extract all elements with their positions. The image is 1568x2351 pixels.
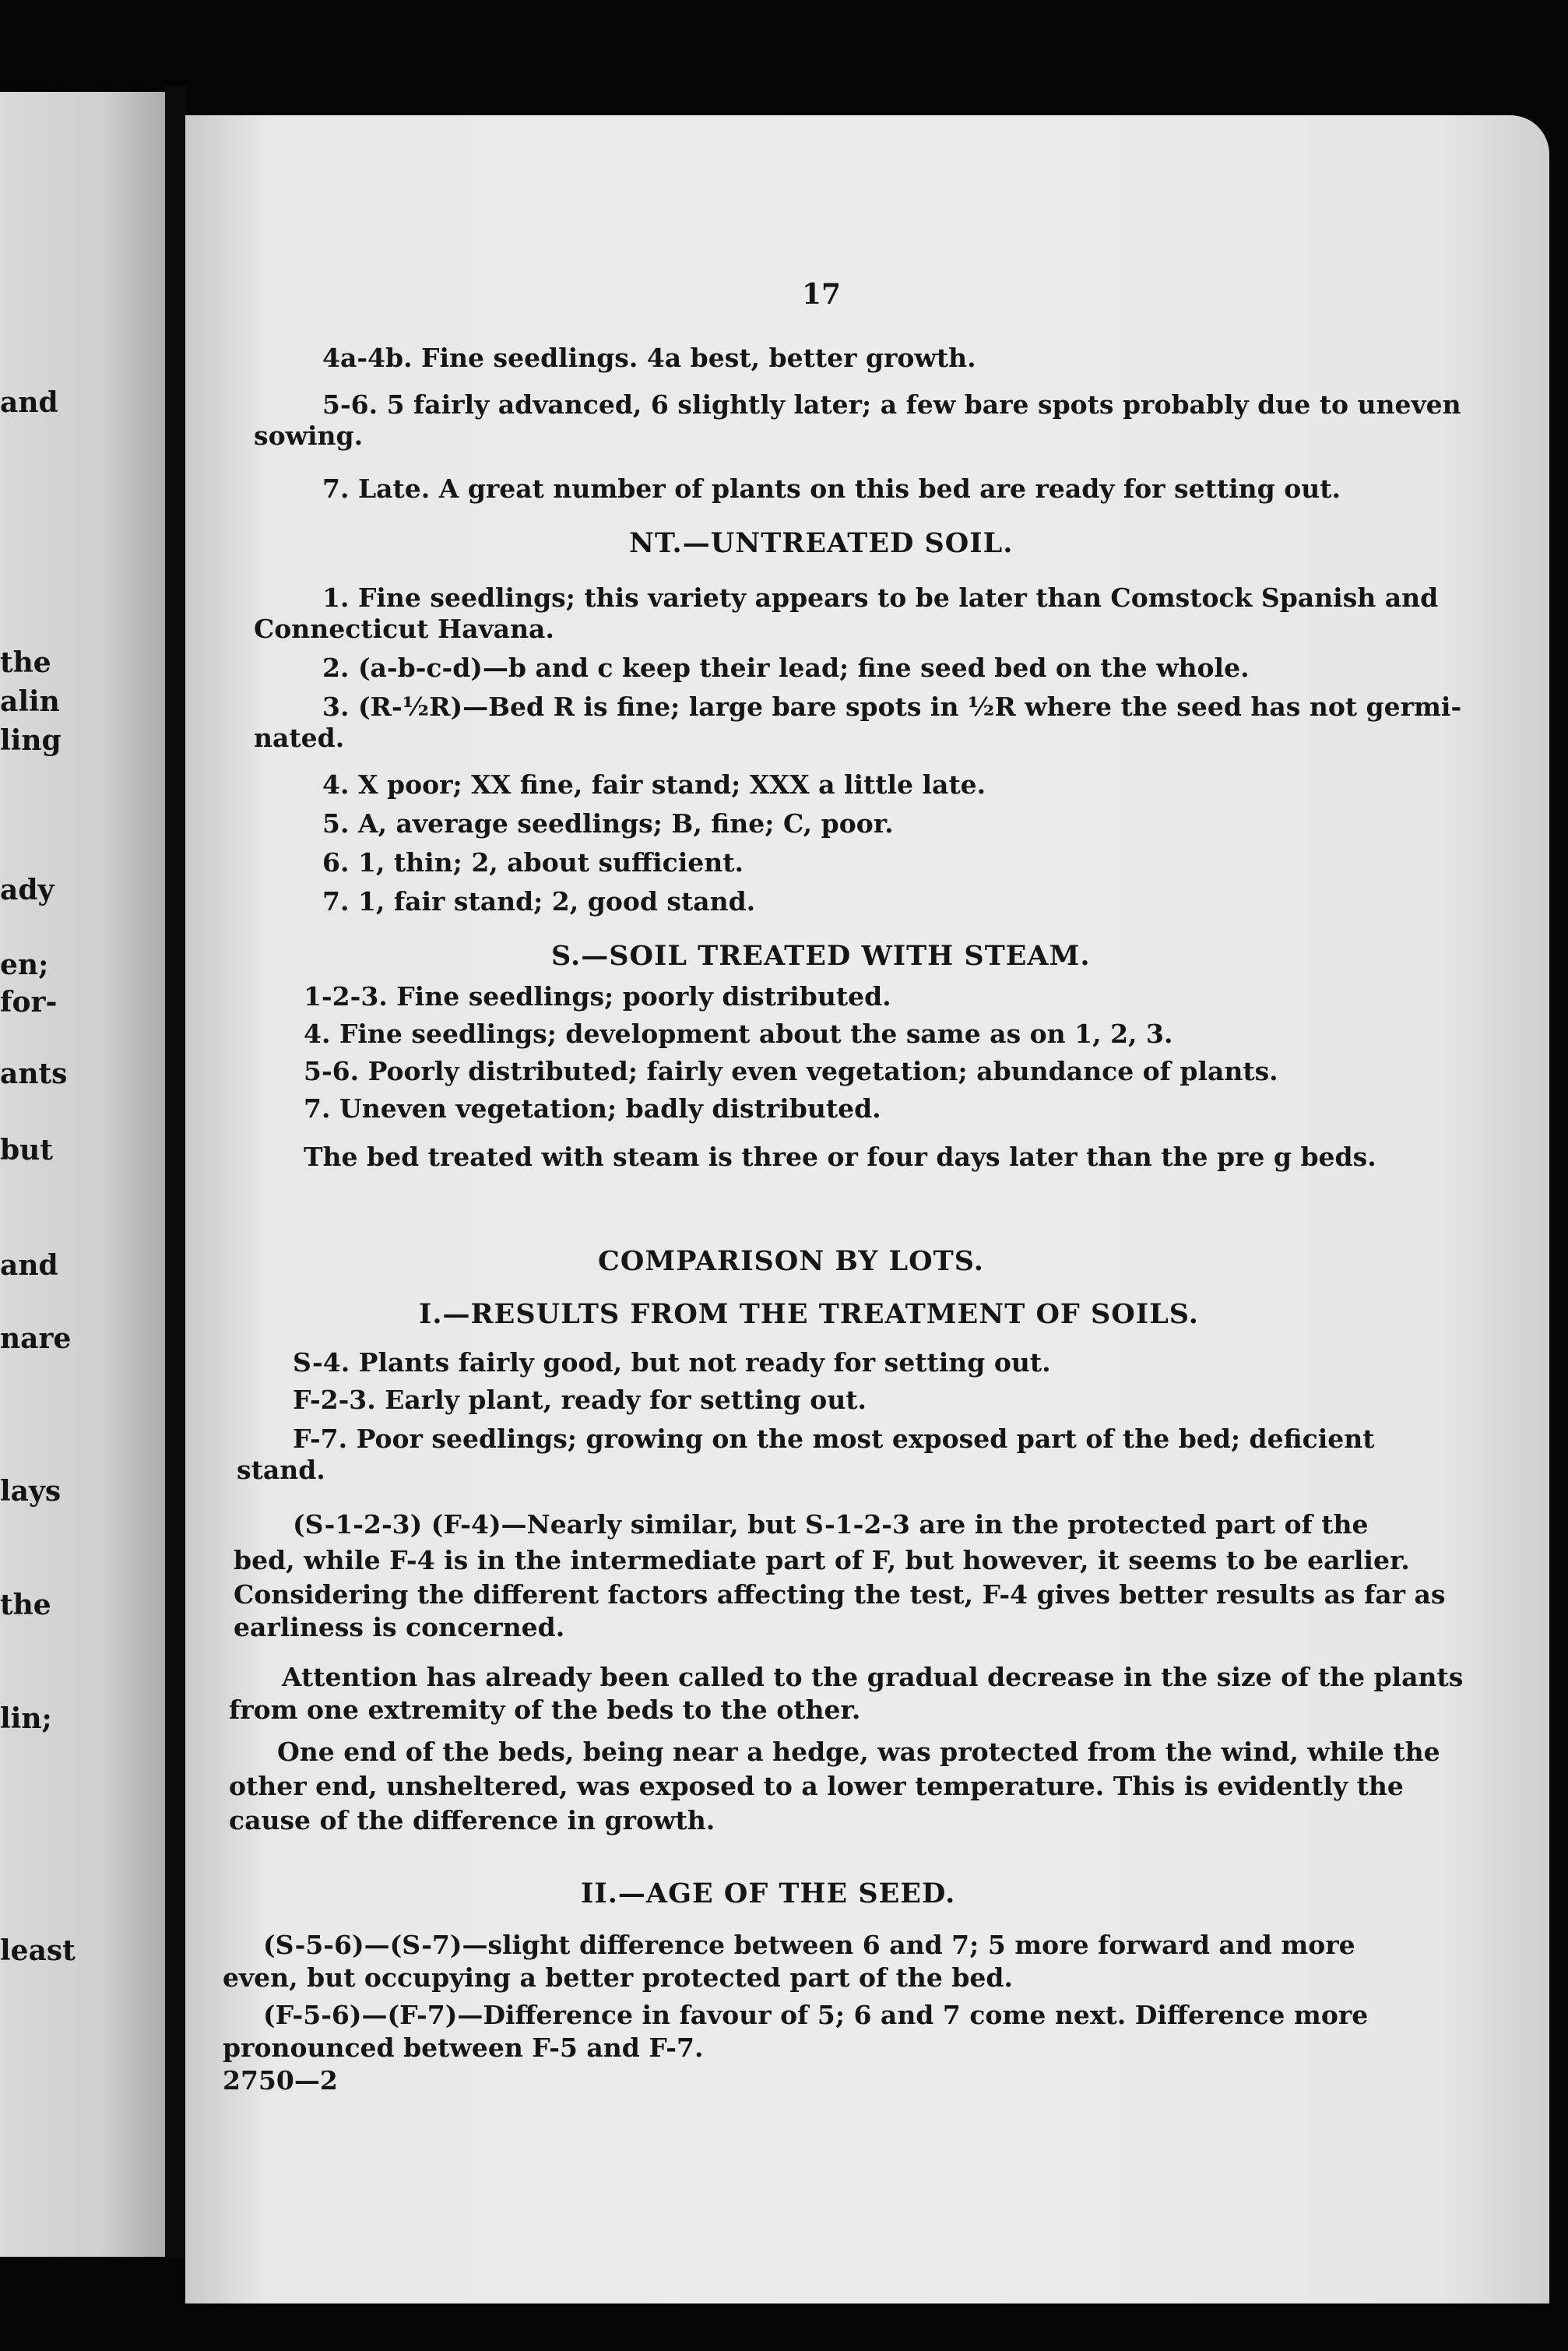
text-line: 4. X poor; XX fine, fair stand; XXX a little late. [322,769,986,800]
text-line: 7. Uneven vegetation; badly distributed. [304,1093,881,1124]
left-fragment: en; [0,948,49,981]
section-heading: COMPARISON BY LOTS. [598,1245,984,1277]
document-page [185,115,1549,2303]
section-heading: NT.—UNTREATED SOIL. [629,527,1014,559]
text-line: from one extremity of the beds to the other. [229,1695,861,1725]
subsection-heading: I.—RESULTS FROM THE TREATMENT OF SOILS. [419,1298,1199,1330]
text-line: 5-6. Poorly distributed; fairly even vegetation; abundance of plants. [304,1056,1278,1086]
text-line: Considering the different factors affecting the test, F-4 gives better results as far as [234,1579,1446,1610]
text-line: One end of the beds, being near a hedge, was protected from the wind, while the [277,1737,1440,1767]
text-line: 2. (a-b-c-d)—b and c keep their lead; fine seed bed on the whole. [322,653,1250,683]
text-line: bed, while F-4 is in the intermediate part of F, but however, it seems to be earlier. [234,1545,1410,1575]
text-line: 4. Fine seedlings; development about the same as on 1, 2, 3. [304,1019,1173,1049]
left-fragment: and [0,1249,58,1282]
text-line: even, but occupying a better protected part of the bed. [223,1962,1013,1993]
text-line: Connecticut Havana. [254,614,554,644]
left-fragment: for- [0,986,58,1019]
text-line: F-2-3. Early plant, ready for setting out. [293,1385,867,1415]
text-line: S-4. Plants fairly good, but not ready for setting out. [293,1347,1051,1378]
text-line: sowing. [254,421,364,451]
text-line: (S-5-6)—(S-7)—slight difference between 6 and 7; 5 more forward and more [263,1930,1355,1960]
text-line: 5. A, average seedlings; B, fine; C, poor. [322,808,894,839]
left-fragment: but [0,1134,53,1167]
left-fragment: alin [0,685,60,718]
text-line: cause of the difference in growth. [229,1805,715,1835]
text-line: pronounced between F-5 and F-7. [223,2032,704,2063]
text-line: 3. (R-½R)—Bed R is fine; large bare spots in ½R where the seed has not germi- [322,692,1462,722]
text-line: 7. Late. A great number of plants on this bed are ready for setting out. [322,473,1341,504]
left-fragment: ling [0,724,62,757]
left-fragment: and [0,386,58,419]
section-heading: S.—SOIL TREATED WITH STEAM. [551,940,1091,972]
left-fragment: ants [0,1058,68,1090]
left-fragment: the [0,646,51,679]
text-line: The bed treated with steam is three or four days later than the pre g beds. [304,1142,1376,1172]
left-fragment: least [0,1934,76,1967]
text-line: (F-5-6)—(F-7)—Difference in favour of 5; 6 and 7 come next. Difference more [263,2000,1369,2030]
text-line: 1-2-3. Fine seedlings; poorly distributed. [304,981,891,1012]
text-line: 4a-4b. Fine seedlings. 4a best, better growth. [322,343,976,373]
left-fragment: nare [0,1322,72,1355]
previous-page-strip [0,92,170,2257]
left-fragment: ady [0,874,54,906]
subsection-heading: II.—AGE OF THE SEED. [581,1878,956,1909]
text-line: 1. Fine seedlings; this variety appears to be later than Comstock Spanish and [322,582,1439,613]
text-line: F-7. Poor seedlings; growing on the most exposed part of the bed; deficient [293,1424,1375,1454]
text-line: earliness is concerned. [234,1612,565,1642]
book-gutter [165,86,187,2258]
text-line: 5-6. 5 fairly advanced, 6 slightly later; a few bare spots probably due to uneven [322,389,1461,420]
left-fragment: lin; [0,1702,52,1735]
page-number: 17 [802,278,842,311]
text-line: Attention has already been called to the gradual decrease in the size of the plants [282,1662,1464,1692]
text-line: nated. [254,723,345,753]
text-line: (S-1-2-3) (F-4)—Nearly similar, but S-1-2-3 are in the protected part of the [293,1509,1369,1540]
signature-mark: 2750—2 [223,2065,338,2096]
text-line: stand. [237,1455,325,1485]
text-line: 7. 1, fair stand; 2, good stand. [322,886,756,917]
text-line: 6. 1, thin; 2, about sufficient. [322,847,744,878]
text-line: other end, unsheltered, was exposed to a lower temperature. This is evidently the [229,1771,1404,1801]
left-fragment: the [0,1589,51,1621]
left-fragment: lays [0,1475,62,1508]
